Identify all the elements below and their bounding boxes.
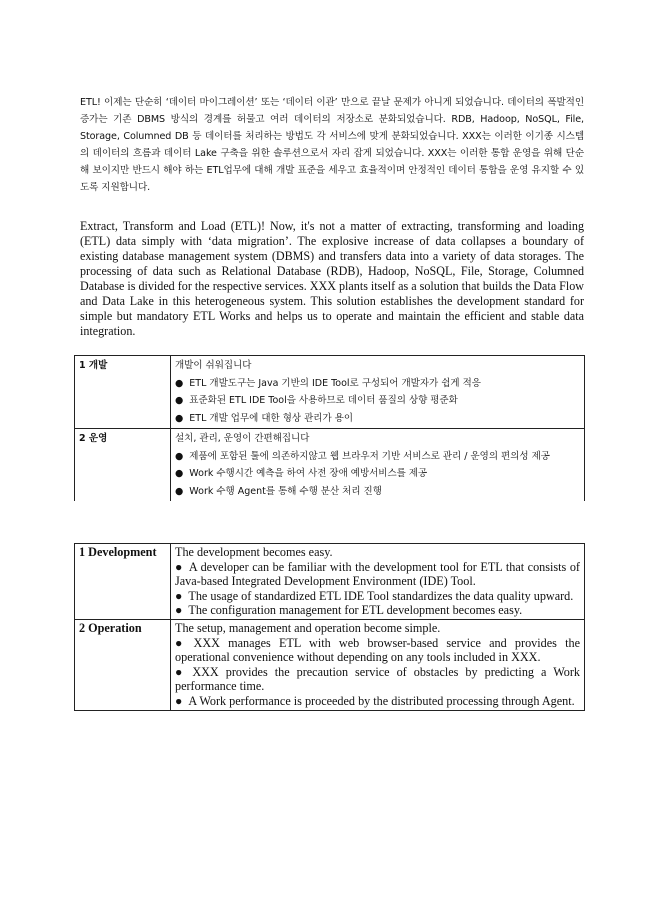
- list-item: ● ETL 개발 업무에 대한 형상 관리가 용이: [175, 412, 353, 424]
- list-item: ● XXX provides the precaution service of obstacles by predicting a Work performance time.: [175, 664, 580, 694]
- korean-feature-table: [74, 355, 585, 501]
- list-item: ● 표준화된 ETL IDE Tool을 사용하므로 데이터 품질의 상향 평준화: [175, 395, 458, 406]
- korean-intro-paragraph: ETL! 이제는 단순히 ‘데이터 마이그레이션’ 또는 ‘데이터 이관’ 만으로 끝날 문제가 아니게 되었습니다. 데이터의 폭발적인 증가는 기존 DBMS 방식의 경계를 허물고 여러 데이터의 저장소로 분화되었습니다. RDB, Hadoop, NoSQL, File, Storage, Columned DB 등 데이터를 처리하는 방법도 각 서비스에 맞게 분화되었습니다. XXX는 이러한 이기종 시스템의 데이터의 흐름과 데이터 Lake 구축을 위한 솔루션으로서 자리 잡게 되었습니다. XXX는 이러한 통합 운영을 위해 단순해 보이지만 반드시 해야 하는 ETL업무에 대해 개발 표준을 세우고 효율적이며 안정적인 데이터 통합을 운영 유지할 수 있도록 지원합니다.: [80, 97, 584, 193]
- row-title: 개발이 쉬워집니다: [175, 360, 252, 371]
- bullet-icon: ●: [175, 485, 184, 497]
- bullet-icon: ●: [175, 603, 183, 618]
- list-item: ● The configuration management for ETL development becomes easy.: [175, 603, 523, 618]
- bullet-icon: ●: [175, 412, 184, 424]
- table-row: [75, 429, 585, 502]
- list-item: ● ETL 개발도구는 Java 기반의 IDE Tool로 구성되어 개발자가 쉽게 적응: [175, 377, 481, 389]
- list-item: ● 제품에 포함된 툴에 의존하지않고 웹 브라우저 기반 서비스로 관리 / 운영의 편의성 제공: [175, 450, 550, 462]
- bullet-icon: ●: [175, 588, 183, 603]
- bullet-icon: ●: [175, 693, 183, 708]
- table-row: [75, 619, 585, 710]
- bullet-icon: ●: [175, 664, 187, 679]
- row-content: [171, 429, 585, 502]
- bullet-icon: ●: [175, 450, 184, 462]
- row-content: [171, 619, 585, 710]
- row-heading: 1 Development: [75, 544, 171, 620]
- list-item: ● A developer can be familiar with the development tool for ETL that consists of Java-based Integrated Development Environment (IDE) Tool.: [175, 559, 580, 589]
- row-title: The development becomes easy.: [175, 545, 333, 559]
- list-item: ● Work 수행 Agent를 통해 수행 분산 처리 진행: [175, 485, 382, 497]
- table-row: [75, 544, 585, 620]
- bullet-icon: ●: [175, 559, 183, 574]
- table-row: [75, 356, 585, 429]
- list-item: ● A Work performance is proceeded by the distributed processing through Agent.: [175, 693, 575, 708]
- english-intro-paragraph: Extract, Transform and Load (ETL)! Now, it's not a matter of extracting, transforming and loading (ETL) data simply with ‘data migration’. The explosive increase of data collapses a boundary of existing database management system (DBMS) and transfers data into a variety of data storages. The processing of data such as Relational Database (RDB), Hadoop, NoSQL, File, Storage, Columned Database is divided for the respective services. XXX plants itself as a solution that builds the Data Flow and Data Lake in this heterogeneous system. This solution establishes the development standard for simple but mandatory ETL Works and helps us to operate and maintain the efficient and stable data integration.: [80, 219, 584, 338]
- bullet-icon: ●: [175, 468, 184, 479]
- row-title: The setup, management and operation become simple.: [175, 620, 441, 635]
- list-item: ● The usage of standardized ETL IDE Tool standardizes the data quality upward.: [175, 588, 574, 603]
- row-content: [171, 544, 585, 620]
- row-heading: 1 개발: [75, 356, 171, 429]
- row-heading: 2 Operation: [75, 619, 171, 710]
- row-heading: 2 운영: [75, 429, 171, 502]
- bullet-icon: ●: [175, 395, 184, 406]
- row-title: 설치, 관리, 운영이 간편해집니다: [175, 433, 310, 444]
- row-content: [171, 356, 585, 429]
- list-item: ● XXX manages ETL with web browser-based service and provides the operational convenience without depending on any tools included in XXX.: [175, 635, 580, 665]
- bullet-icon: ●: [175, 377, 184, 389]
- list-item: ● Work 수행시간 예측을 하여 사전 장애 예방서비스를 제공: [175, 468, 428, 479]
- english-feature-table: [74, 543, 585, 711]
- bullet-icon: ●: [175, 635, 188, 650]
